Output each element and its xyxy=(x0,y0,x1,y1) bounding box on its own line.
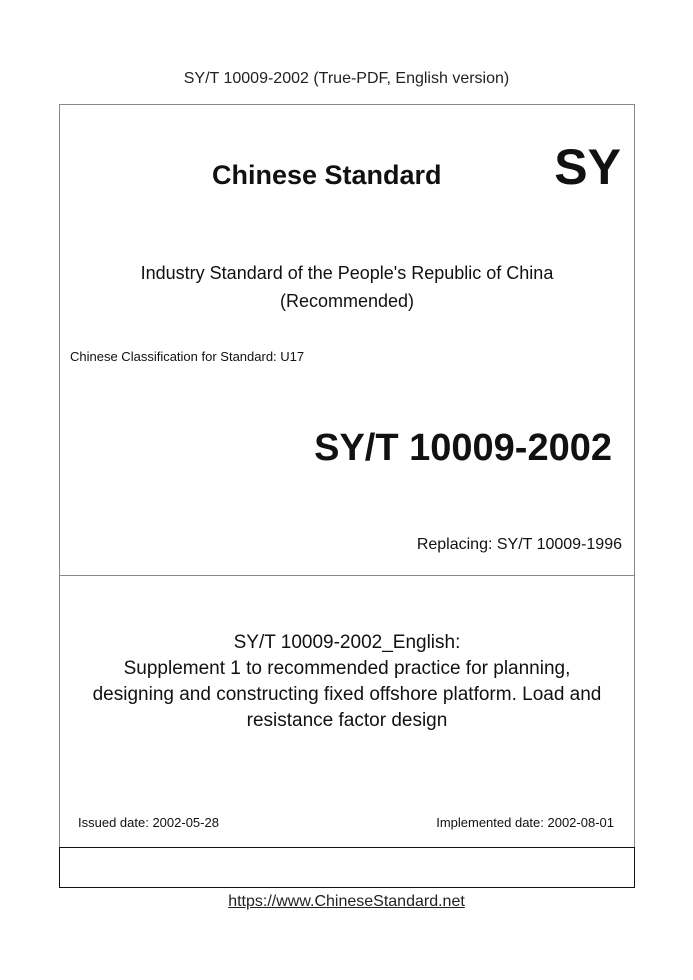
cover-title-section xyxy=(60,575,634,847)
industry-line-2: (Recommended) xyxy=(279,291,415,311)
standard-number: SY/T 10009-2002 xyxy=(314,427,612,469)
implemented-date: Implemented date: 2002-08-01 xyxy=(436,815,614,830)
website-link[interactable]: https://www.ChineseStandard.net xyxy=(228,893,465,910)
industry-line-1: Industry Standard of the People's Republic of China xyxy=(140,263,554,283)
industry-statement xyxy=(60,259,634,315)
document-title-line: designing and constructing fixed offshore platform. Load and xyxy=(92,684,602,705)
issued-date: Issued date: 2002-05-28 xyxy=(78,815,219,830)
standard-code-abbrev: SY xyxy=(554,139,621,195)
cover-title: Chinese Standard xyxy=(212,160,442,190)
document-title-line: SY/T 10009-2002_English: xyxy=(233,632,461,653)
cover-top-section xyxy=(60,105,634,576)
bottom-empty-box xyxy=(59,847,635,888)
replacing-note: Replacing: SY/T 10009-1996 xyxy=(416,536,622,553)
cover-frame xyxy=(59,104,635,888)
page-header: SY/T 10009-2002 (True-PDF, English version) xyxy=(183,70,510,87)
document-title-line: Supplement 1 to recommended practice for planning, xyxy=(123,658,571,679)
document-title xyxy=(60,630,634,734)
document-title-line: resistance factor design xyxy=(246,710,448,731)
classification: Chinese Classification for Standard: U17 xyxy=(70,349,305,364)
